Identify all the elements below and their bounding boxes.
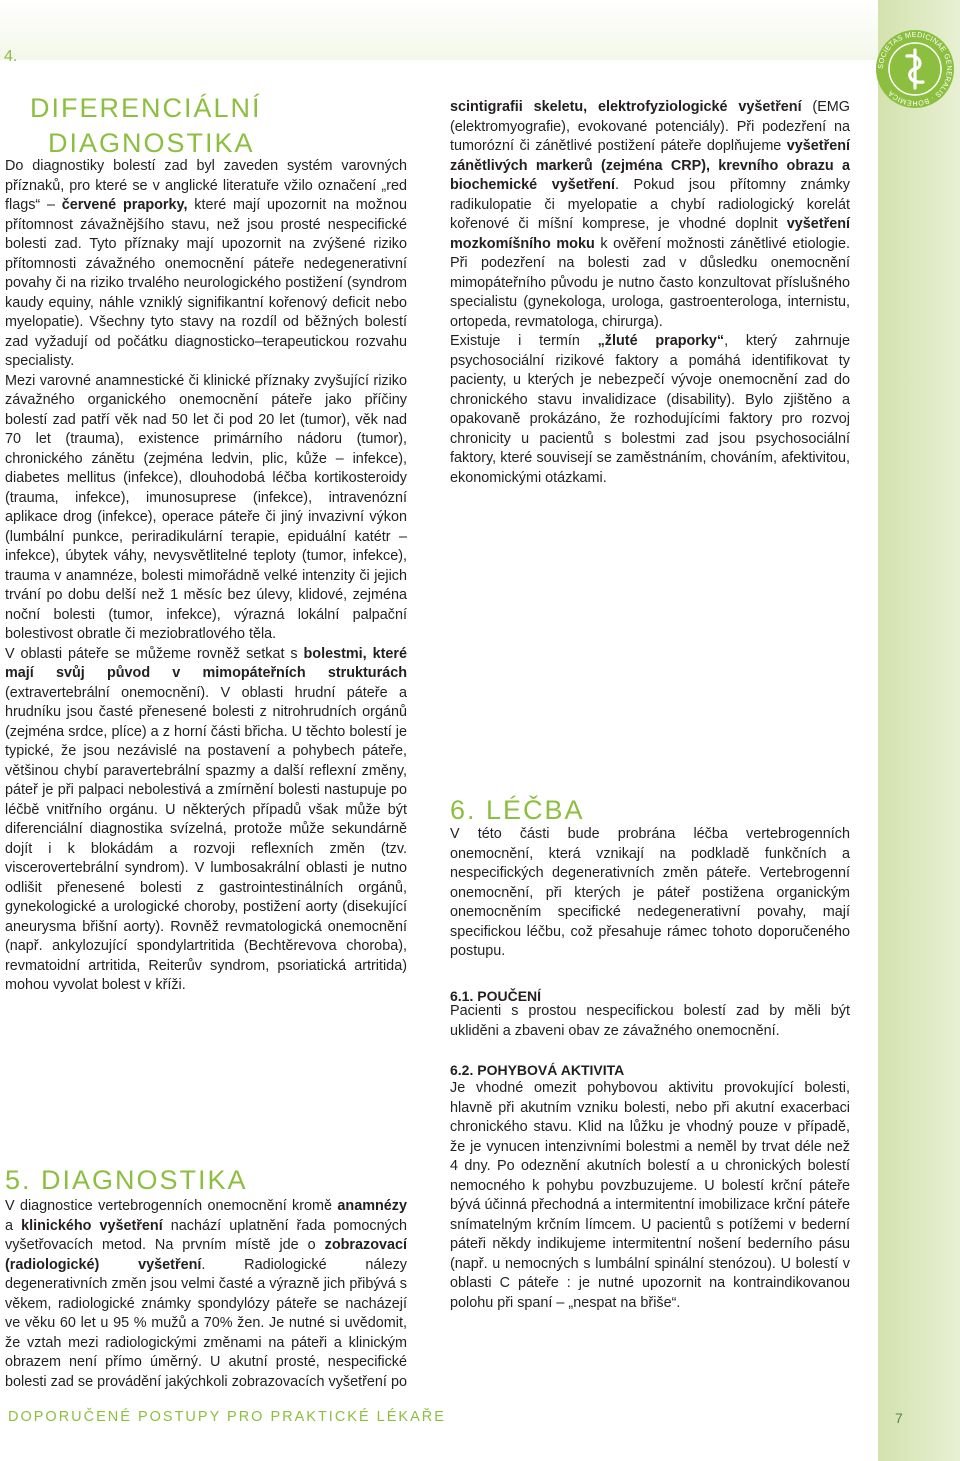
section-5-start xyxy=(5,1197,407,1391)
s5-paragraph-1: V diagnostice vertebrogenních onemocnění kromě anamnézy a klinického vyšetření nachází uplatnění řada pomocných vyšetřovacích metod. Na prvním místě jde o zobrazovací (radiologické) vyšetření. Radiologické nálezy degenerativních změn jsou velmi časté a výrazně jich přibývá s věkem, radiologické známky spondylózy páteře se nacházejí ve věku 60 let u 95 % mužů a 70% žen. Je nutné si uvědomit, že vztah mezi radiologickými změnami na páteři a klinickým obrazem není přímo úměrný. U akutní prosté, nespecifické bolesti zad se provádění jakýchkoli zobrazovacích vyšetření po xyxy=(5,1198,407,1390)
section-5-title: 5. DIAGNOSTIKA xyxy=(5,1165,248,1195)
section-4-title-line1: DIFERENCIÁLNÍ xyxy=(30,93,262,123)
subsection-6-2-title: 6.2. POHYBOVÁ AKTIVITA xyxy=(450,1062,625,1078)
page-number: 7 xyxy=(895,1410,903,1426)
svg-text:SOCIETAS MEDICINAE GENERALIS ·: SOCIETAS MEDICINAE GENERALIS · BOHEMICA xyxy=(875,29,955,109)
s4-paragraph-3: V oblasti páteře se můžeme rovněž setkat s bolestmi, které mají svůj původ v mimopáteřních strukturách (extravertebrální onemocnění). V oblasti hrudní páteře a hrudníku jsou časté přenesené bolesti z nitrohrudních orgánů (zejména srdce, plíce) a z horní části břicha. U těchto bolestí je typické, že jsou nezávislé na postavení a pohybech páteře, většinou chybí paravertebrální spazmy a další reflexní změny, páteř je při palpaci nebolestivá a zmírnění bolesti nastupuje po léčbě vnitřního orgánu. U některých případů však může být diferenciální diagnostika svízelná, protože může sekundárně dojít i k blokádám a rozvoji reflexních změn (tzv. viscerovertebrální syndrom). V lumbosakrální oblasti je nutno odlišit přenesené bolesti z gastrointestinálních orgánů, gynekologické a urologické choroby, postižení aorty (disekující aneurysma břišní aorty). Rovněž revmatologická onemocnění (např. ankylozující spondylartritida (Bechtěrevova choroba), revmatoidní artritida, Reiterův syndrom, psoriatická artritida) mohou vyvolat bolest v kříži. xyxy=(5,645,407,993)
s5-paragraph-1-cont: scintigrafii skeletu, elektrofyziologické vyšetření (EMG (elektromyografie), evokované potenciály). Při podezření na tumorózní či zánětlivé postižení páteře doplňujeme vyšetření zánětlivých markerů (zejména CRP), krevního obrazu a biochemické vyšetření. Pokud jsou přítomny známky radikulopatie či myelopatie a chybí radiologický korelát kořenové či míšní komprese, je vhodné doplnit vyšetření mozkomíšního moku k ověření možnosti zánětlivé etiologie. Při podezření na bolesti zad v důsledku onemocnění mimopáteřního původu je nutno často konzultovat příslušného specialistu (gynekologa, urologa, gastroenterologa, internistu, ortopeda, revmatologa, chirurga). xyxy=(450,99,851,330)
subsection-6-1-title: 6.1. POUČENÍ xyxy=(450,988,542,1004)
left-column xyxy=(5,157,407,996)
s6-paragraph-1: V této části bude probrána léčba vertebrogenních onemocnění, která vznikají na podkladě funkčních a nespecifických degenerativních změn páteře. Vertebrogenní onemocnění, při kterých je páteř postižena organickým onemocněním specifické nedegenerativní povahy, mají specifickou léčbu, což přesahuje rámec tohoto doporučeného postupu. xyxy=(450,826,850,959)
right-column xyxy=(450,98,850,488)
section-6-title: 6. LÉČBA xyxy=(450,795,585,825)
society-logo xyxy=(874,28,956,110)
s4-paragraph-1: Do diagnostiky bolestí zad byl zaveden systém varovných příznaků, pro které se v anglické literatuře vžilo označení „red flags“ – červené praporky, které mají upozornit na možnou přítomnost závažnějšího stavu, než jsou prosté nespecifické bolesti zad. Tyto příznaky mají upozornit na zvýšené riziko přítomnosti závažného onemocnění páteře nedegenerativní povahy či na riziko trvalého neurologického postižení (syndrom kaudy equiny, náhle vzniklý signifikantní kořenový deficit nebo myelopatie). Všechny tyto stavy na rozdíl od běžných bolestí zad vyžadují od počátku diagnosticko–terapeutickou rozvahu specialisty. xyxy=(5,158,407,369)
s6-1-paragraph: Pacienti s prostou nespecifickou bolestí zad by měli být ukliděni a zbaveni obav ze závažného onemocnění. xyxy=(450,1003,850,1039)
s5-paragraph-2: Existuje i termín „žluté praporky“, který zahrnuje psychosociální rizikové faktory a pomáhá identifikovat ty pacienty, u kterých je nebezpečí vývoje onemocnění zad do chronického stavu invalidizace (disability). Bylo zjištěno a opakovaně prokázáno, že rozhodujícími faktory pro rozvoj chronicity u pacientů s bolestmi zad jsou psychosociální faktory, které souvisejí se zaměstnáním, chováním, afektivitou, ekonomickými otázkami. xyxy=(450,333,850,486)
side-band xyxy=(875,0,960,1461)
header-strip xyxy=(0,0,878,60)
section-number: 4. xyxy=(4,48,18,65)
s6-2-paragraph: Je vhodné omezit pohybovou aktivitu provokující bolesti, hlavně při akutním vzniku bolesti, nebo při akutní exacerbaci chronického stavu. Klid na lůžku je vhodný pouze v případě, že je vynucen intenzivními bolestmi a neměl by trvat déle než 4 dny. Po odeznění akutních bolestí a u chronických bolestí nemocného k pohybu povzbuzujeme. U bolestí krční páteře bývá účinná přechodná a intermitentní imobilizace krční páteře snímatelným krčním límcem. U pacientů s potížemi v bederní páteři někdy indikujeme intermitentní nošení bederního pásu (např. u nemocných s lumbální spinální stenózou). U bolestí v oblasti C páteře : je nutné upozornit na kontraindikovanou polohu při spaní – „nespat na břiše“. xyxy=(450,1080,850,1311)
footer-title: DOPORUČENÉ POSTUPY PRO PRAKTICKÉ LÉKAŘE xyxy=(8,1409,446,1425)
s4-paragraph-2: Mezi varovné anamnestické či klinické příznaky zvyšující riziko závažného organického onemocnění páteře jako příčiny bolestí zad patří věk nad 50 let či pod 20 let (tumor), věk nad 70 let (trauma), existence primárního nádoru (tumor), chronického zánětu (zejména ledvin, plic, kůže – infekce), diabetes mellitus (infekce), dlouhodobá léčba kortikosteroidy (trauma, infekce), imunosuprese (infekce), intravenózní aplikace drog (infekce), operace páteře či jiný invazivní výkon (lumbální punkce, periradikulární terapie, epiduální katétr – infekce), úbytek váhy, nevysvětlitelné teploty (tumor, infekce), trauma v anamnéze, bolesti mimořádně velké intenzity či jejich trvání po dobu delší než 1 měsíc bez úlevy, klidové, zejména noční bolesti (tumor, infekce), výrazná lokální palpační bolestivost obratle či meziobratlového těla. xyxy=(5,372,407,642)
section-4-title-line2: DIAGNOSTIKA xyxy=(48,128,255,158)
